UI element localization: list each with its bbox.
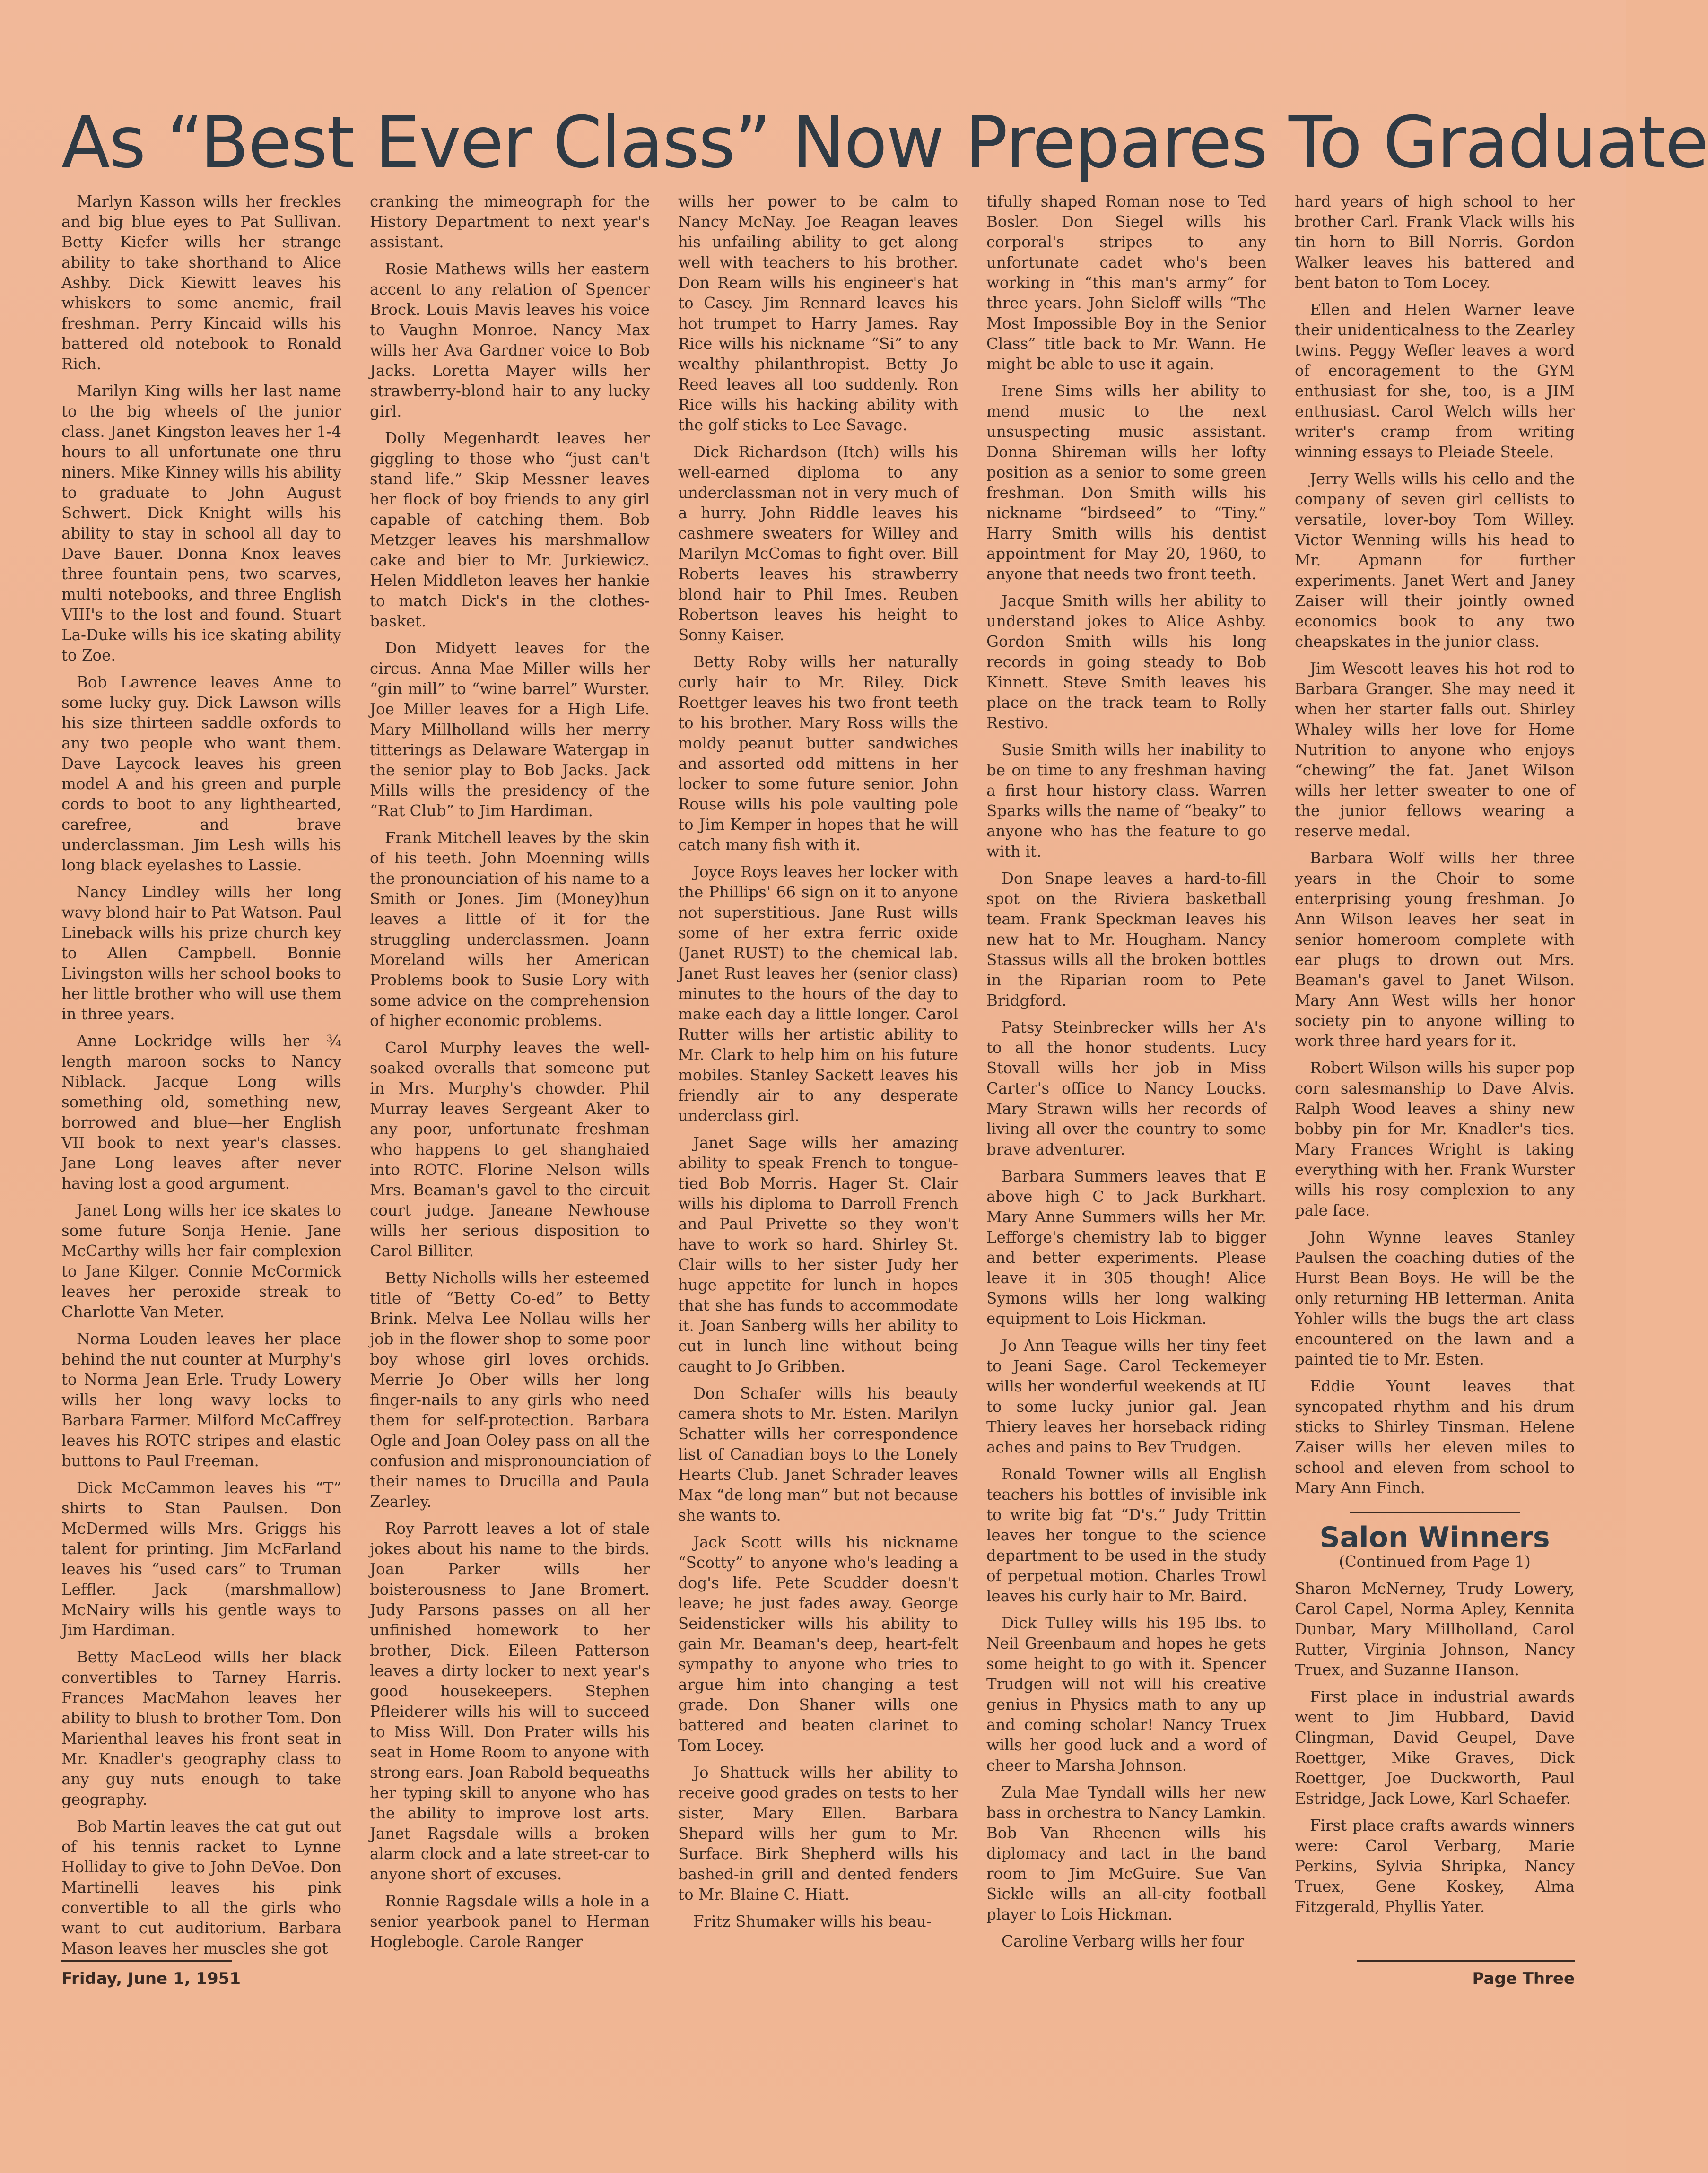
paragraph: Jerry Wells wills his cello and the company of seven girl cellists to versatile, lover-boy Tom Willey. Victor Wenning wills his head to Mr. Apmann for further experiments. Janet Wert and Janey Zaiser will their jointly owned economics book to any two cheapskates in the junior class. (1295, 470, 1575, 651)
footer-rule-right (1357, 1960, 1575, 1962)
paragraph: First place crafts awards winners were: Carol Verbarg, Marie Perkins, Sylvia Shripka, Nancy Truex, Gene Koskey, Alma Fitzgerald, Phyllis Yater. (1295, 1817, 1575, 1916)
paragraph: Janet Sage wills her amazing ability to speak French to tongue-tied Bob Morris. Hager St. Clair wills his diploma to Darroll French and Paul Privette so they won't have to work so hard. Shirley St. Clair wills to her sister Judy her huge appetite for lunch in hopes that she has funds to accommodate it. Joan Sanberg wills her ability to cut in lunch line without being caught to Jo Gribben. (678, 1134, 958, 1375)
salon-winners-heading: Salon Winners (1319, 1521, 1550, 1554)
footer-rule-left (61, 1960, 232, 1962)
paragraph: First place in industrial awards went to Jim Hubbard, David Clingman, David Geupel, Dave Roettger, Mike Graves, Dick Roettger, Joe Duckworth, Paul Estridge, Jack Lowe, Karl Schaefer. (1295, 1688, 1575, 1808)
paragraph: Bob Martin leaves the cat gut out of his tennis racket to Lynne Holliday to give to John DeVoe. Don Martinelli leaves his pink convertible to all the girls who want to cut auditorium. Barbara Mason leaves her muscles she got (61, 1817, 341, 1957)
paragraph: Robert Wilson wills his super pop corn salesmanship to Dave Alvis. Ralph Wood leaves a shiny new bobby pin for Mr. Knadler's ties. Mary Frances Wright is taking everything with her. Frank Wurster wills his rosy complexion to any pale face. (1295, 1059, 1575, 1219)
column-3 (678, 191, 958, 1946)
paragraph: Eddie Yount leaves that syncopated rhythm and his drum sticks to Shirley Tinsman. Helene Zaiser wills her eleven miles to school and eleven from school to Mary Ann Finch. (1295, 1377, 1575, 1497)
section-divider (1350, 1512, 1520, 1513)
paragraph: Carol Murphy leaves the well-soaked overalls that someone put in Mrs. Murphy's chowder. Phil Murray leaves Sergeant Aker to any poor, unfortunate freshman who happens to get shanghaied into ROTC. Florine Nelson wills Mrs. Beaman's gavel to the circuit court judge. Janeane Newhouse wills her serious disposition to Carol Billiter. (370, 1039, 650, 1260)
paragraph: Susie Smith wills her inability to be on time to any freshman having a first hour history class. Warren Sparks wills the name of “beaky” to anyone who has the feature to go with it. (986, 741, 1266, 861)
paragraph: Jack Scott wills his nickname “Scotty” to anyone who's leading a dog's life. Pete Scudder doesn't leave; he just fades away. George Seidensticker wills his ability to gain Mr. Beaman's deep, heart-felt sympathy to anyone who tries to argue him into changing a test grade. Don Shaner wills one battered and beaten clarinet to Tom Locey. (678, 1533, 958, 1755)
paragraph: Jacque Smith wills her ability to understand jokes to Alice Ashby. Gordon Smith wills his long records in going steady to Bob Kinnett. Steve Smith leaves his place on the track team to Rolly Restivo. (986, 592, 1266, 732)
paragraph: Don Schafer wills his beauty camera shots to Mr. Esten. Marilyn Schatter wills her correspondence list of Canadian boys to the Lonely Hearts Club. Janet Schrader leaves Max “de long man” but not because she wants to. (678, 1384, 958, 1524)
paragraph: John Wynne leaves Stanley Paulsen the coaching duties of the Hurst Bean Boys. He will be the only returning HB letterman. Anita Yohler wills the bugs the art class encountered on the lawn and a painted tie to Mr. Esten. (1295, 1228, 1575, 1368)
paragraph: wills her power to be calm to Nancy McNay. Joe Reagan leaves his unfailing ability to get along well with teachers to his brother. Don Ream wills his engineer's hat to Casey. Jim Rennard leaves his hot trumpet to Harry James. Ray Rice wills his nickname “Si” to any wealthy philanthropist. Betty Jo Reed leaves all too suddenly. Ron Rice wills his hacking ability with the golf sticks to Lee Savage. (678, 192, 958, 434)
paragraph: Betty Roby wills her naturally curly hair to Mr. Riley. Dick Roettger leaves his two front teeth to his brother. Mary Ross wills the moldy peanut butter sandwiches and assorted odd mittens in her locker to some future senior. John Rouse wills his pole vaulting pole to Jim Kemper in hopes that he will catch many fish with it. (678, 653, 958, 854)
paragraph: Don Midyett leaves for the circus. Anna Mae Miller wills her “gin mill” to “wine barrel” Wurster. Joe Miller leaves for a High Life. Mary Millholland wills her merry titterings as Delaware Watergap in the senior play to Bob Jacks. Jack Mills wills the presidency of the “Rat Club” to Jim Hardiman. (370, 639, 650, 820)
paragraph: Anne Lockridge wills her ¾ length maroon socks to Nancy Niblack. Jacque Long wills something old, something new, borrowed and blue—her English VII book to next year's classes. Jane Long leaves after never having lost a good argument. (61, 1032, 341, 1192)
article-columns (61, 191, 1575, 1957)
paragraph: Barbara Wolf wills her three years in the Choir to some enterprising young freshman. Jo Ann Wilson leaves her seat in senior homeroom complete with ear plugs to drown out Mrs. Beaman's gavel to Janet Wilson. Mary Ann West wills her honor society pin to anyone willing to work three hard years for it. (1295, 849, 1575, 1050)
paragraph: Marilyn King wills her last name to the big wheels of the junior class. Janet Kingston leaves her 1-4 hours to all unfortunate one thru niners. Mike Kinney wills his ability to graduate to John August Schwert. Dick Knight wills his ability to stay in school all day to Dave Bauer. Donna Knox leaves three fountain pens, two scarves, multi notebooks, and three English VIII's to the lost and found. Stuart La-Duke wills his ice skating ability to Zoe. (61, 382, 341, 664)
paragraph: Barbara Summers leaves that E above high C to Jack Burkhart. Mary Anne Summers wills her Mr. Lefforge's chemistry lab to bigger and better experiments. Please leave it in 305 though! Alice Symons wills her long walking equipment to Lois Hickman. (986, 1167, 1266, 1328)
column-1 (61, 191, 341, 1957)
paragraph: Betty MacLeod wills her black convertibles to Tarney Harris. Frances MacMahon leaves her ability to blush to brother Tom. Don Marienthal leaves his front seat in Mr. Knadler's geography class to any guy nuts enough to take geography. (61, 1648, 341, 1808)
paragraph: Jo Ann Teague wills her tiny feet to Jeani Sage. Carol Teckemeyer wills her wonderful weekends at IU to some lucky junior gal. Jean Thiery leaves her horseback riding aches and pains to Bev Trudgen. (986, 1337, 1266, 1456)
paragraph: hard years of high school to her brother Carl. Frank Vlack wills his tin horn to Bill Norris. Gordon Walker leaves his battered and bent baton to Tom Locey. (1295, 192, 1575, 292)
paragraph: Betty Nicholls wills her esteemed title of “Betty Co-ed” to Betty Brink. Melva Lee Nollau wills her job in the flower shop to some poor boy whose girl loves orchids. Merrie Jo Ober wills her long finger-nails to any girls who need them for self-protection. Barbara Ogle and Joan Ooley pass on all the confusion and mispronounciation of their names to Drucilla and Paula Zearley. (370, 1269, 650, 1511)
paragraph: cranking the mimeograph for the History Department to next year's assistant. (370, 192, 650, 251)
paragraph: Ronald Towner wills all English teachers his bottles of invisible ink to write big fat “D's.” Judy Trittin leaves her tongue to the science department to be used in the study of perpetual motion. Charles Trowl leaves his curly hair to Mr. Baird. (986, 1465, 1266, 1605)
paragraph: Irene Sims wills her ability to mend music to the next unsuspecting music assistant. Donna Shireman wills her lofty position as a senior to some green freshman. Don Smith wills his nickname “birdseed” to “Tiny.” Harry Smith wills his dentist appointment for May 20, 1960, to anyone that needs two front teeth. (986, 382, 1266, 583)
issue-date: Friday, June 1, 1951 (61, 1969, 241, 1988)
paragraph: Nancy Lindley wills her long wavy blond hair to Pat Watson. Paul Lineback wills his prize church key to Allen Campbell. Bonnie Livingston wills her school books to her little brother who will use them in three years. (61, 883, 341, 1023)
continued-note: (Continued from Page 1) (1339, 1553, 1531, 1571)
paragraph: Dick McCammon leaves his “T” shirts to Stan Paulsen. Don McDermed wills Mrs. Griggs his talent for printing. Jim McFarland leaves his “used cars” to Truman Leffler. Jack (marshmallow) McNairy wills his gentle ways to Jim Hardiman. (61, 1479, 341, 1639)
paragraph: Ellen and Helen Warner leave their unidenticalness to the Zearley twins. Peggy Wefler leaves a word of encoragement to the GYM enthusiast for she, too, is a JIM enthusiast. Carol Welch wills her writer's cramp from writing winning essays to Pleiade Steele. (1295, 301, 1575, 461)
paragraph: Janet Long wills her ice skates to some future Sonja Henie. Jane McCarthy wills her fair complexion to Jane Kilger. Connie McCormick leaves her peroxide streak to Charlotte Van Meter. (61, 1201, 341, 1321)
paragraph: Fritz Shumaker wills his beau- (693, 1912, 932, 1930)
paragraph: Dick Richardson (Itch) wills his well-earned diploma to any underclassman not in very much of a hurry. John Riddle leaves his cashmere sweaters for Willey and Marilyn McComas to fight over. Bill Roberts leaves his strawberry blond hair to Phil Imes. Reuben Robertson leaves his height to Sonny Kaiser. (678, 443, 958, 644)
paragraph: Jo Shattuck wills her ability to receive good grades on tests to her sister, Mary Ellen. Barbara Shepard wills her gum to Mr. Surface. Birk Shepherd wills his bashed-in grill and dented fenders to Mr. Blaine C. Hiatt. (678, 1764, 958, 1904)
paragraph: Jim Wescott leaves his hot rod to Barbara Granger. She may need it when her starter falls out. Shirley Whaley wills her love for Home Nutrition to anyone who enjoys “chewing” the fat. Janet Wilson wills her letter sweater to one of the junior fellows wearing a reserve medal. (1295, 660, 1575, 840)
column-2 (370, 191, 650, 1951)
paragraph: tifully shaped Roman nose to Ted Bosler. Don Siegel wills his corporal's stripes to any unfortunate cadet who's been working in “this man's army” for three years. John Sieloff wills “The Most Impossible Boy in the Senior Class” title back to Mr. Wann. He might be able to use it again. (986, 192, 1266, 373)
paragraph: Roy Parrott leaves a lot of stale jokes about his name to the birds. Joan Parker wills her boisterousness to Jane Bromert. Judy Parsons passes on all her unfinished homework to her brother, Dick. Eileen Patterson leaves a dirty locker to next year's good housekeepers. Stephen Pfleiderer wills his will to succeed to Miss Will. Don Prater wills his seat in Home Room to anyone with strong ears. Joan Rabold bequeaths her typing skill to anyone who has the ability to improve lost arts. Janet Ragsdale wills a broken alarm clock and a late street-car to anyone short of excuses. (370, 1520, 650, 1883)
paragraph: Sharon McNerney, Trudy Lowery, Carol Capel, Norma Apley, Kennita Dunbar, Mary Millholland, Carol Rutter, Virginia Johnson, Nancy Truex, and Suzanne Hanson. (1295, 1580, 1575, 1679)
page-number: Page Three (1472, 1969, 1575, 1988)
headline: As “Best Ever Class” Now Prepares To Graduate (61, 102, 1708, 184)
paragraph: Rosie Mathews wills her eastern accent to any relation of Spencer Brock. Louis Mavis leaves his voice to Vaughn Monroe. Nancy Max wills her Ava Gardner voice to Bob Jacks. Loretta Mayer wills her strawberry-blond hair to any lucky girl. (370, 260, 650, 420)
paragraph: Marlyn Kasson wills her freckles and big blue eyes to Pat Sullivan. Betty Kiefer wills her strange ability to take shorthand to Alice Ashby. Dick Kiewitt leaves his whiskers to some anemic, frail freshman. Perry Kincaid wills his battered old notebook to Ronald Rich. (61, 192, 341, 373)
paragraph: Bob Lawrence leaves Anne to some lucky guy. Dick Lawson wills his size thirteen saddle oxfords to any two people who want them. Dave Laycock leaves his green model A and his green and purple cords to boot to any lighthearted, carefree, and brave underclassman. Jim Lesh wills his long black eyelashes to Lassie. (61, 673, 341, 874)
paragraph: Patsy Steinbrecker wills her A's to all the honor students. Lucy Stovall wills her job in Miss Carter's office to Nancy Loucks. Mary Strawn wills her records of living all over the country to some brave adventurer. (986, 1018, 1266, 1158)
column-5 (1295, 191, 1575, 1946)
paragraph: Zula Mae Tyndall wills her new bass in orchestra to Nancy Lamkin. Bob Van Rheenen wills his diplomacy and tact in the band room to Jim McGuire. Sue Van Sickle wills an all-city football player to Lois Hickman. (986, 1783, 1266, 1923)
column-4 (986, 191, 1266, 1950)
paragraph: Dolly Megenhardt leaves her giggling to those who “just can't stand life.” Skip Messner leaves her flock of boy friends to any girl capable of catching them. Bob Metzger leaves his marshmallow cake and bier to Mr. Jurkiewicz. Helen Middleton leaves her hankie to match Dick's in the clothes-basket. (370, 429, 650, 630)
paragraph: Ronnie Ragsdale wills a hole in a senior yearbook panel to Herman Hoglebogle. Carole Ranger (370, 1892, 650, 1951)
paragraph: Caroline Verbarg wills her four (1002, 1932, 1244, 1950)
paragraph: Norma Louden leaves her place behind the nut counter at Murphy's to Norma Jean Erle. Trudy Lowery wills her long wavy locks to Barbara Farmer. Milford McCaffrey leaves his ROTC stripes and elastic buttons to Paul Freeman. (61, 1330, 341, 1470)
paragraph: Frank Mitchell leaves by the skin of his teeth. John Moenning wills the pronounciation of his name to a Smith or Jones. Jim (Money)hun leaves a little of it for the struggling underclassmen. Joann Moreland wills her American Problems book to Susie Lory with some advice on the comprehension of higher economic problems. (370, 829, 650, 1030)
paragraph: Don Snape leaves a hard-to-fill spot on the Riviera basketball team. Frank Speckman leaves his new hat to Mr. Hougham. Nancy Stassus wills all the broken bottles in the Riparian room to Pete Bridgford. (986, 869, 1266, 1009)
paragraph: Dick Tulley wills his 195 lbs. to Neil Greenbaum and hopes he gets some height to go with it. Spencer Trudgen will not will his creative genius in Physics math to any up and coming scholar! Nancy Truex wills her good luck and a word of cheer to Marsha Johnson. (986, 1614, 1266, 1774)
paragraph: Joyce Roys leaves her locker with the Phillips' 66 sign on it to anyone not superstitious. Jane Rust wills some of her extra ferric oxide (Janet RUST) to the chemical lab. Janet Rust leaves her (senior class) minutes to the hours of the day to make each day a little longer. Carol Rutter wills her artistic ability to Mr. Clark to help him on his future mobiles. Stanley Sackett leaves his friendly air to any desperate underclass girl. (678, 863, 958, 1125)
